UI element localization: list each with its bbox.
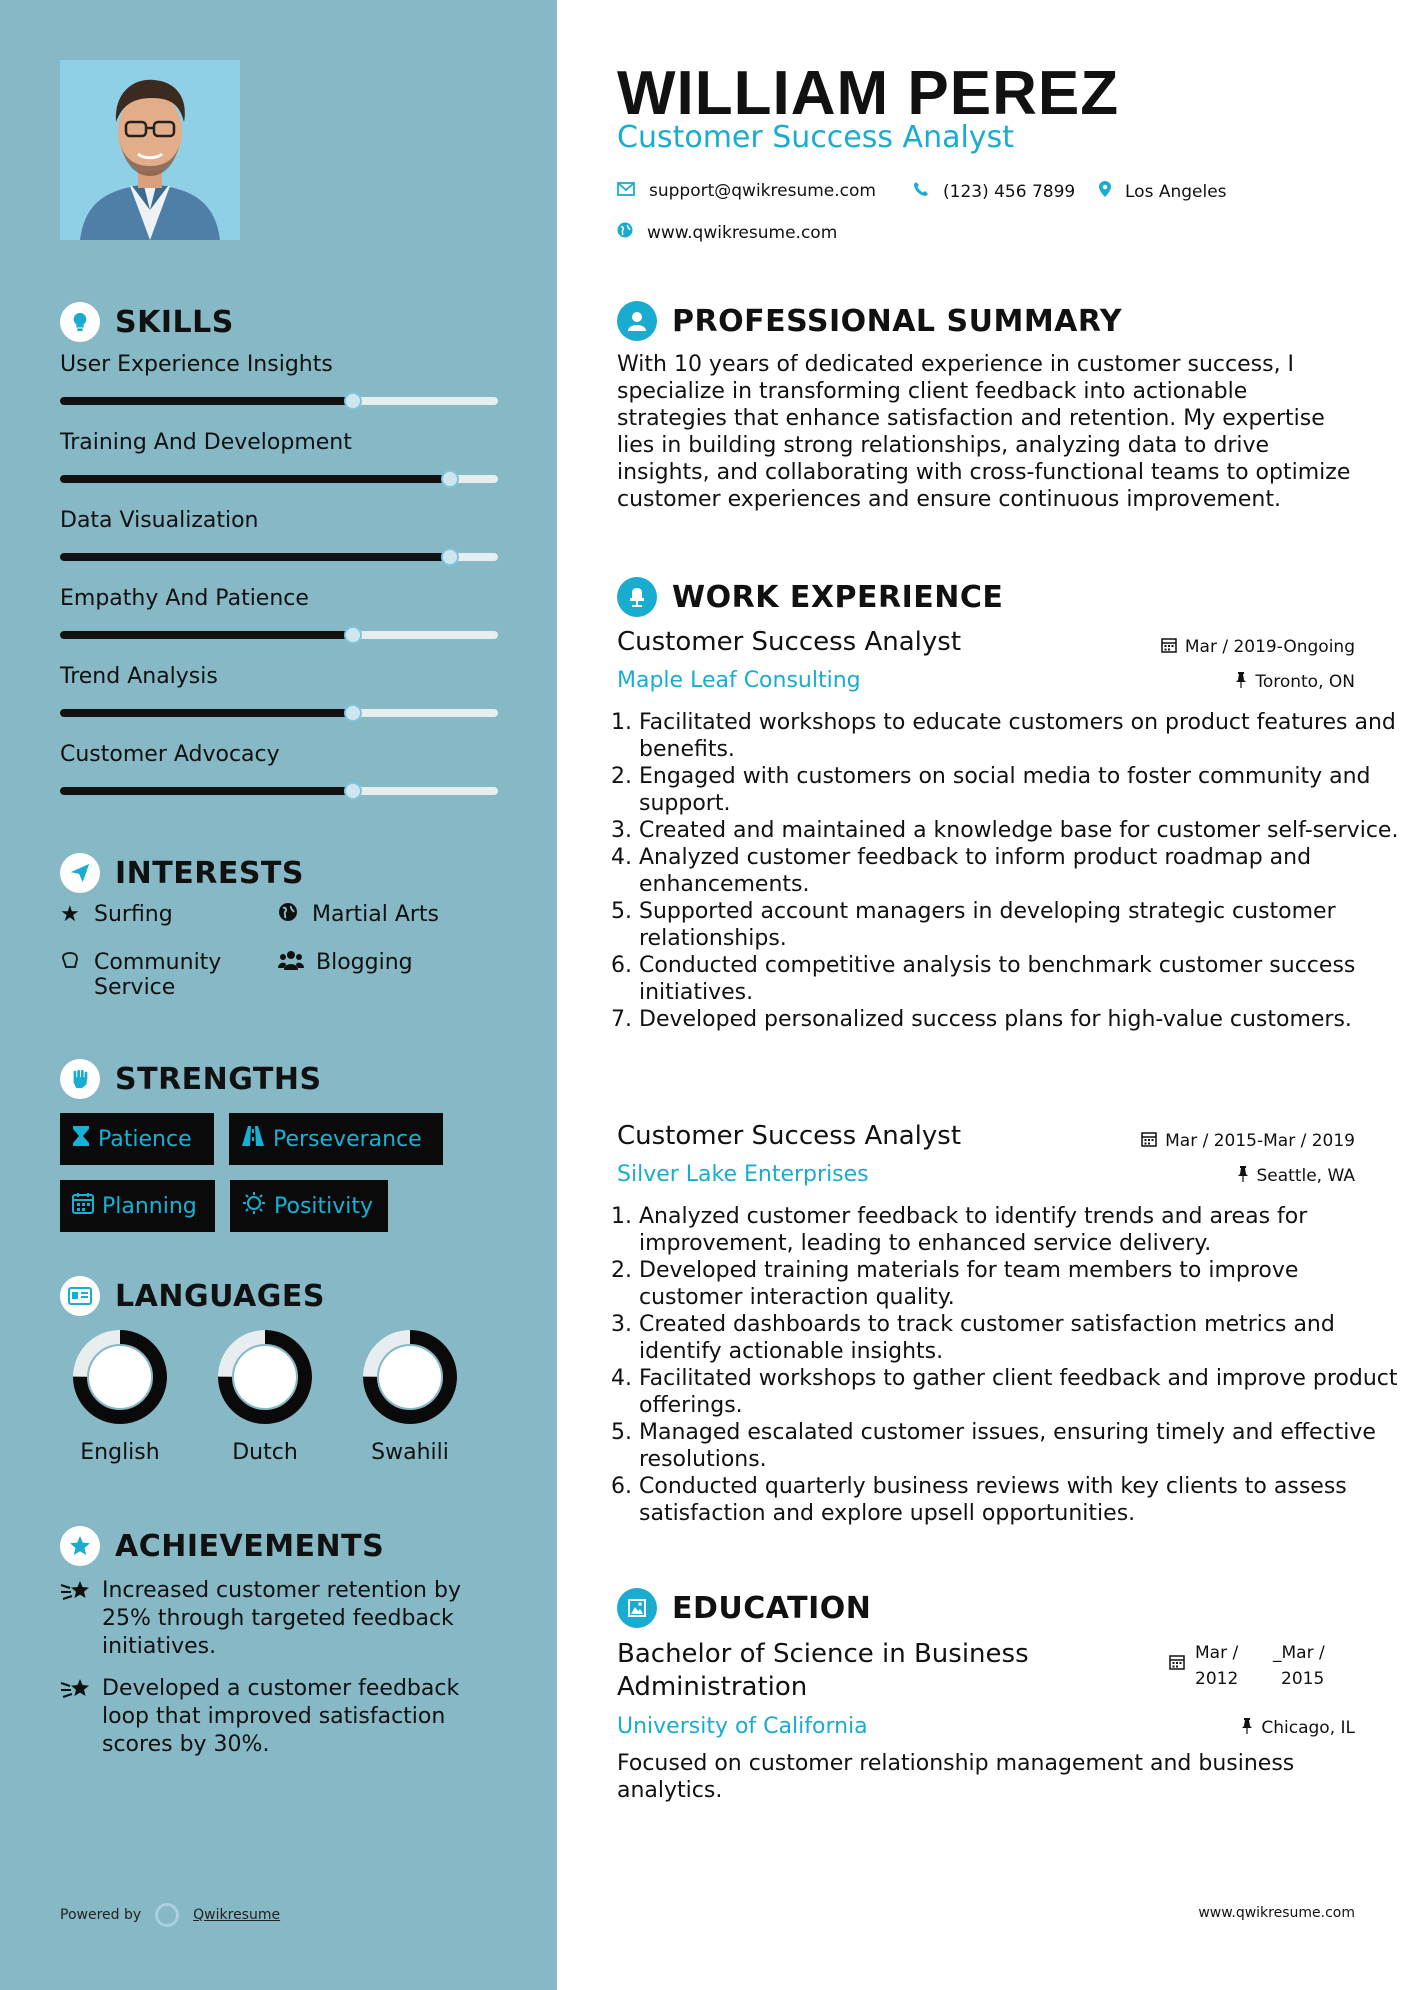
lightbulb-icon	[60, 302, 100, 342]
skill-bar	[60, 709, 498, 717]
experience-heading	[617, 577, 1003, 617]
skill-name: Training And Development	[60, 430, 352, 455]
skill-bar-fill	[60, 787, 353, 795]
pin-icon	[1235, 672, 1247, 692]
main-content	[557, 0, 1407, 1990]
pin-icon	[1241, 1718, 1253, 1738]
footer-website[interactable]: www.qwikresume.com	[1198, 1905, 1355, 1921]
achievement-item: Developed a customer feedback loop that improved satisfaction scores by 30%.	[60, 1675, 500, 1759]
achievements-heading	[60, 1526, 384, 1566]
degree-title: Bachelor of Science in Business Administration	[617, 1639, 1029, 1702]
calendar-icon	[1141, 1131, 1157, 1151]
skill-name: Customer Advocacy	[60, 742, 280, 767]
calendar-icon	[1161, 637, 1177, 657]
powered-by: Powered by Qwikresume	[60, 1903, 280, 1927]
strengths-title: STRENGTHS	[115, 1061, 322, 1097]
responsibility-item: 6. Conducted competitive analysis to benchmark customer success initiatives.	[639, 952, 1399, 1006]
globe-icon	[278, 902, 304, 928]
job-company: Maple Leaf Consulting	[617, 668, 861, 693]
skill-bar-knob	[344, 392, 362, 410]
qwikresume-logo-icon	[155, 1903, 179, 1927]
interest-item: Community Service	[60, 950, 260, 1000]
envelope-icon	[617, 181, 635, 201]
experience-title: WORK EXPERIENCE	[672, 579, 1004, 615]
skills-title: SKILLS	[115, 304, 234, 340]
skill-bar	[60, 787, 498, 795]
job-responsibilities	[609, 709, 1399, 1033]
responsibility-item: 3. Created dashboards to track customer satisfaction metrics and identify actionable insights.	[639, 1311, 1399, 1365]
skill-name: Empathy And Patience	[60, 586, 309, 611]
user-icon	[617, 301, 657, 341]
school-location: Chicago, IL	[1241, 1718, 1355, 1738]
skill-bar-fill	[60, 397, 353, 405]
contact-phone[interactable]: (123) 456 7899	[913, 181, 1075, 202]
skill-name: Data Visualization	[60, 508, 259, 533]
contact-location: Los Angeles	[1099, 181, 1227, 202]
responsibility-item: 7. Developed personalized success plans for high-value customers.	[639, 1006, 1399, 1033]
job-location: Seattle, WA	[1237, 1166, 1356, 1186]
skill-item	[60, 586, 498, 639]
skill-bar	[60, 397, 498, 405]
responsibility-item: 1. Facilitated workshops to educate customers on product features and benefits.	[639, 709, 1399, 763]
sun-icon	[242, 1191, 266, 1221]
skill-item	[60, 664, 498, 717]
language-ring-inner	[89, 1346, 151, 1408]
star-badge-icon	[60, 1526, 100, 1566]
candidate-role: Customer Success Analyst	[617, 120, 1014, 155]
responsibility-item: 1. Analyzed customer feedback to identify trends and areas for improvement, leading to enhanced service delivery.	[639, 1203, 1399, 1257]
languages-title: LANGUAGES	[115, 1278, 325, 1314]
calendar-icon	[1169, 1652, 1185, 1692]
skill-bar	[60, 631, 498, 639]
job-dates: Mar / 2019-Ongoing	[1161, 637, 1355, 657]
language-item	[350, 1330, 470, 1465]
skill-bar-fill	[60, 631, 353, 639]
interests-heading	[60, 853, 304, 893]
language-item	[60, 1330, 180, 1465]
skill-name: User Experience Insights	[60, 352, 333, 377]
education-heading	[617, 1588, 871, 1628]
fist-icon	[60, 1059, 100, 1099]
shooting-star-icon	[60, 1675, 102, 1759]
interests-title: INTERESTS	[115, 855, 304, 891]
responsibility-item: 2. Developed training materials for team members to improve customer interaction quality.	[639, 1257, 1399, 1311]
candidate-name: WILLIAM PEREZ	[617, 59, 1120, 128]
paper-plane-icon	[60, 853, 100, 893]
language-name: Swahili	[371, 1440, 449, 1465]
responsibility-item: 4. Analyzed customer feedback to inform product roadmap and enhancements.	[639, 844, 1399, 898]
skill-item	[60, 742, 498, 795]
summary-text: With 10 years of dedicated experience in customer success, I specialize in transforming client feedback into actionable strategies that enhance satisfaction and retention. My expertise lies in building strong relationships, analyzing data to drive insights, and collaborating with cross-functional teams to optimize customer experiences and ensure continuous improvement.	[617, 352, 1351, 512]
map-marker-icon	[1099, 181, 1111, 202]
summary-title: PROFESSIONAL SUMMARY	[672, 303, 1123, 339]
education-description: Focused on customer relationship management and business analytics.	[617, 1751, 1295, 1803]
sidebar	[0, 0, 557, 1990]
job-title: Customer Success Analyst	[617, 627, 962, 657]
skill-bar-knob	[344, 782, 362, 800]
strengths-heading	[60, 1059, 322, 1099]
language-name: English	[80, 1440, 160, 1465]
responsibility-item: 5. Managed escalated customer issues, ensuring timely and effective resolutions.	[639, 1419, 1399, 1473]
responsibility-item: 6. Conducted quarterly business reviews with key clients to assess satisfaction and explore upsell opportunities.	[639, 1473, 1399, 1527]
users-icon	[278, 950, 308, 978]
languages-heading	[60, 1276, 325, 1316]
responsibility-item: 5. Supported account managers in developing strategic customer relationships.	[639, 898, 1399, 952]
skill-bar	[60, 475, 498, 483]
language-ring-inner	[379, 1346, 441, 1408]
job-company: Silver Lake Enterprises	[617, 1162, 869, 1187]
strength-badge: Positivity	[230, 1180, 388, 1232]
skill-bar	[60, 553, 498, 561]
achievements-title: ACHIEVEMENTS	[115, 1528, 385, 1564]
calendar-icon	[72, 1192, 94, 1220]
summary-heading	[617, 301, 1122, 341]
briefcase-icon	[617, 577, 657, 617]
phone-icon	[913, 181, 929, 202]
skill-item	[60, 508, 498, 561]
language-item	[205, 1330, 325, 1465]
language-ring	[205, 1330, 325, 1424]
contact-email[interactable]: support@qwikresume.com	[617, 181, 876, 201]
language-ring	[350, 1330, 470, 1424]
hand-icon	[60, 950, 86, 976]
star-icon: ★	[60, 902, 80, 927]
shooting-star-icon	[60, 1577, 102, 1661]
responsibility-item: 4. Facilitated workshops to gather client feedback and improve product offerings.	[639, 1365, 1399, 1419]
language-ring-inner	[234, 1346, 296, 1408]
profile-photo	[60, 60, 240, 240]
strength-badge: Planning	[60, 1180, 215, 1232]
globe-icon	[617, 222, 633, 243]
responsibility-item: 2. Engaged with customers on social media to foster community and support.	[639, 763, 1399, 817]
job-dates: Mar / 2015-Mar / 2019	[1141, 1131, 1355, 1151]
strength-badge: Patience	[60, 1113, 214, 1165]
interest-item: Blogging	[278, 950, 413, 978]
skill-name: Trend Analysis	[60, 664, 218, 689]
skill-bar-knob	[344, 626, 362, 644]
skill-item	[60, 352, 498, 405]
strength-badge: Perseverance	[229, 1113, 443, 1165]
job-responsibilities	[609, 1203, 1399, 1527]
road-icon	[241, 1125, 265, 1153]
skill-bar-knob	[441, 470, 459, 488]
interest-item: Martial Arts	[278, 902, 439, 928]
school-name: University of California	[617, 1714, 868, 1739]
job-title: Customer Success Analyst	[617, 1121, 962, 1151]
skill-item	[60, 430, 498, 483]
contact-website[interactable]: www.qwikresume.com	[617, 222, 837, 243]
skill-bar-knob	[344, 704, 362, 722]
graduation-icon	[617, 1588, 657, 1628]
pin-icon	[1237, 1166, 1249, 1186]
job-location: Toronto, ON	[1235, 672, 1355, 692]
skill-bar-fill	[60, 709, 353, 717]
skills-heading	[60, 302, 234, 342]
id-card-icon	[60, 1276, 100, 1316]
education-dates: Mar / 2012 _Mar / 2015	[1169, 1640, 1333, 1692]
qwikresume-link[interactable]: Qwikresume	[193, 1907, 281, 1923]
skill-bar-knob	[441, 548, 459, 566]
skill-bar-fill	[60, 553, 450, 561]
skill-bar-fill	[60, 475, 450, 483]
language-ring	[60, 1330, 180, 1424]
hourglass-icon	[72, 1125, 90, 1153]
responsibility-item: 3. Created and maintained a knowledge base for customer self-service.	[639, 817, 1399, 844]
interest-item: ★ Surfing	[60, 902, 173, 927]
achievement-item: Increased customer retention by 25% through targeted feedback initiatives.	[60, 1577, 500, 1661]
education-title: EDUCATION	[672, 1590, 872, 1626]
language-name: Dutch	[232, 1440, 298, 1465]
